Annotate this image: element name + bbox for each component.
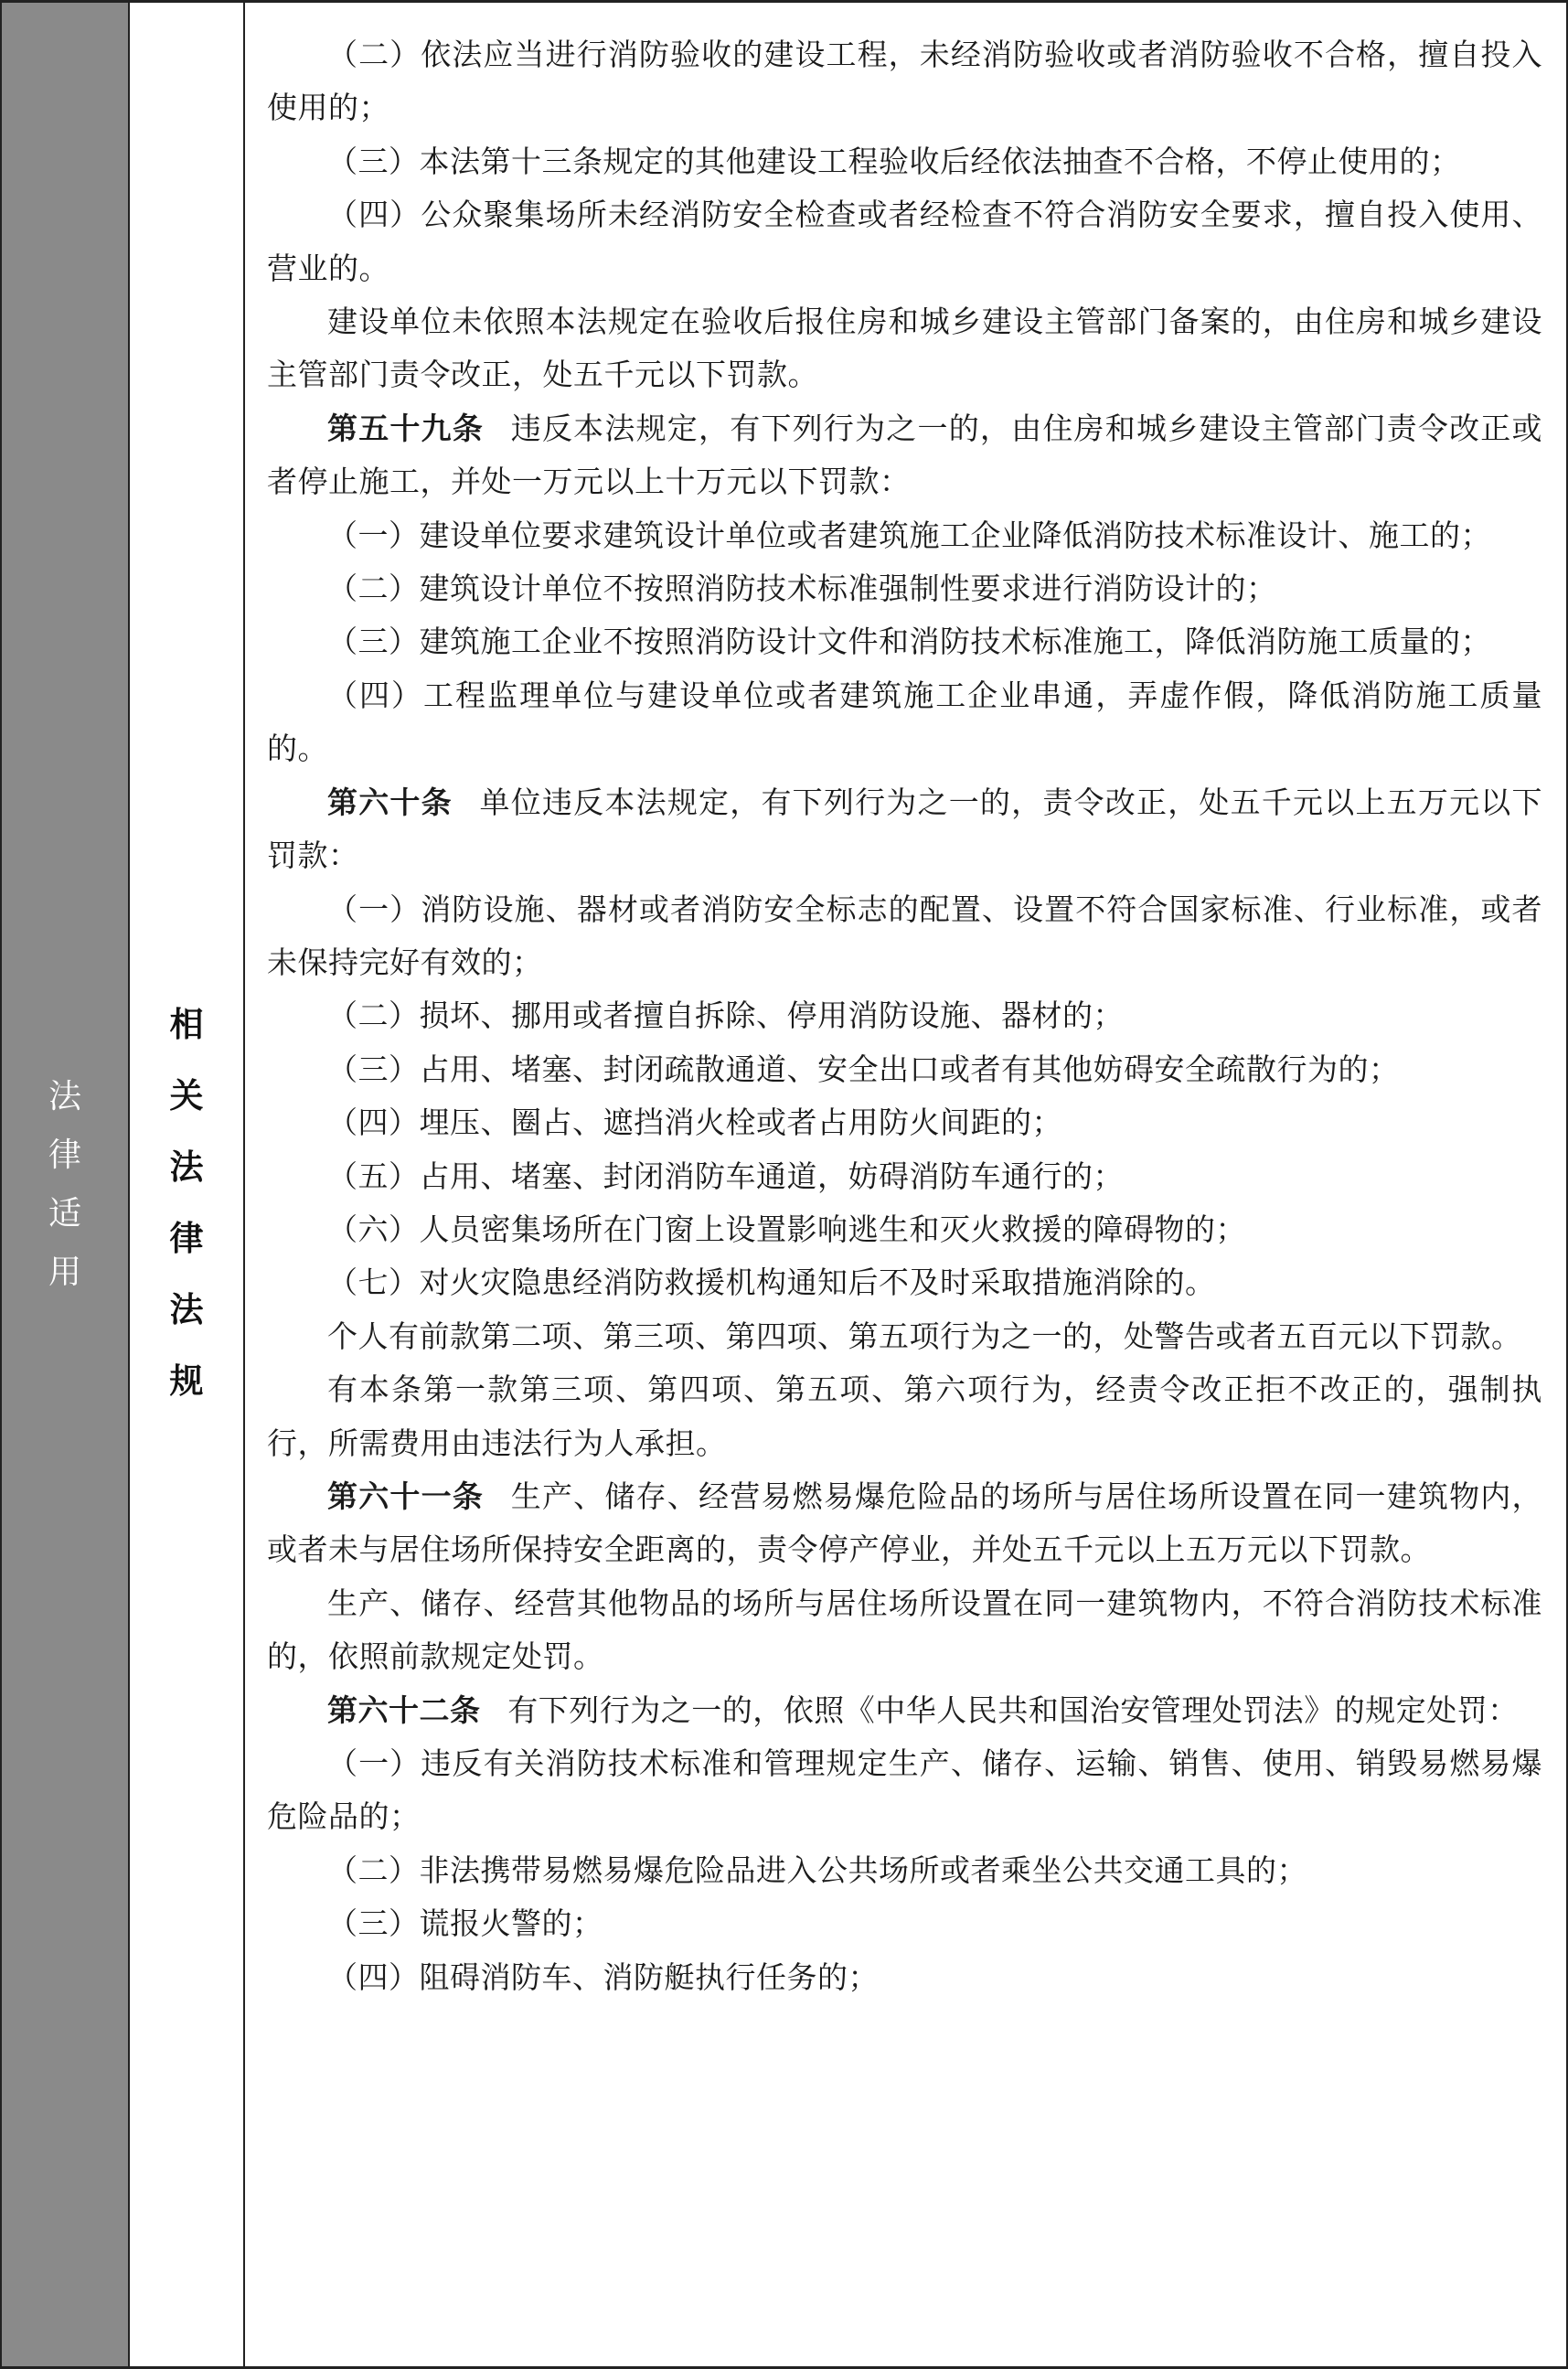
paragraph-text: 生产、储存、经营易燃易爆危险品的场所与居住场所设置在同一建筑物内，或者未与居住场所保持安全距离的，责令停产停业，并处五千元以上五万元以下罚款。 [267,1478,1543,1568]
paragraph [267,135,1542,188]
subcategory-char: 规 [169,1361,204,1401]
paragraph [267,28,1542,135]
paragraph [267,1577,1542,1684]
paragraph [267,1951,1542,2004]
paragraph [267,1844,1542,1897]
paragraph [267,883,1542,990]
paragraph [267,615,1542,668]
paragraph [267,1203,1542,1256]
paragraph-text: （二）依法应当进行消防验收的建设工程，未经消防验收或者消防验收不合格，擅自投入使用的； [267,37,1542,126]
paragraph [267,1096,1542,1149]
paragraph-text: 单位违反本法规定，有下列行为之一的，责令改正，处五千元以上五万元以下罚款： [267,784,1543,874]
paragraph [267,1897,1542,1950]
paragraph-text: （二）建筑设计单位不按照消防技术标准强制性要求进行消防设计的； [327,571,1277,607]
paragraph-text: （一）消防设施、器材或者消防安全标志的配置、设置不符合国家标准、行业标准，或者未保持完好有效的； [267,891,1542,980]
paragraph-text: 违反本法规定，有下列行为之一的，由住房和城乡建设主管部门责令改正或者停止施工，并处一万元以上十万元以下罚款： [267,410,1543,500]
paragraph-text: 有本条第一款第三项、第四项、第五项、第六项行为，经责令改正拒不改正的，强制执行，所需费用由违法行为人承担。 [267,1371,1542,1461]
paragraph [267,1256,1542,1309]
paragraph-text: 个人有前款第二项、第三项、第四项、第五项行为之一的，处警告或者五百元以下罚款。 [327,1318,1522,1354]
paragraph-text: （三）本法第十三条规定的其他建设工程验收后经依法抽查不合格，不停止使用的； [327,143,1461,179]
category-char: 用 [48,1253,81,1291]
paragraph [267,989,1542,1042]
paragraph-text: （五）占用、堵塞、封闭消防车通道，妨碍消防车通行的； [327,1158,1124,1194]
article-paragraph [267,402,1542,509]
paragraph-text: （六）人员密集场所在门窗上设置影响逃生和灭火救援的障碍物的； [327,1211,1246,1247]
article-paragraph [267,776,1542,883]
paragraph-text: （一）违反有关消防技术标准和管理规定生产、储存、运输、销售、使用、销毁易燃易爆危险品的； [267,1745,1542,1835]
paragraph-text: 建设单位未依照本法规定在验收后报住房和城乡建设主管部门备案的，由住房和城乡建设主管部门责令改正，处五千元以下罚款。 [267,304,1542,393]
article-paragraph [267,1684,1542,1737]
category-column [2,3,130,2366]
paragraph [267,669,1542,776]
subcategory-char: 相 [169,1004,204,1044]
category-char: 法 [48,1077,81,1115]
article-number: 第五十九条 [327,410,485,446]
subcategory-char: 法 [169,1289,204,1329]
paragraph-text: （三）谎报火警的； [327,1905,603,1942]
paragraph [267,188,1542,295]
subcategory-column [130,3,245,2366]
paragraph [267,1737,1542,1844]
paragraph-text: （一）建设单位要求建筑设计单位或者建筑施工企业降低消防技术标准设计、施工的； [327,517,1491,553]
paragraph-text: （四）公众聚集场所未经消防安全检查或者经检查不符合消防安全要求，擅自投入使用、营业的。 [267,197,1542,286]
paragraph [267,1043,1542,1096]
paragraph-text: （二）非法携带易燃易爆危险品进入公共场所或者乘坐公共交通工具的； [327,1851,1307,1888]
subcategory-char: 律 [169,1218,204,1258]
paragraph-text: （三）建筑施工企业不按照消防设计文件和消防技术标准施工，降低消防施工质量的； [327,624,1491,660]
paragraph-text: （七）对火灾隐患经消防救援机构通知后不及时采取措施消除的。 [327,1265,1216,1301]
paragraph-text: 有下列行为之一的，依照《中华人民共和国治安管理处罚法》的规定处罚： [507,1691,1519,1728]
article-number: 第六十一条 [327,1478,485,1514]
category-char: 适 [48,1194,81,1233]
paragraph-text: （三）占用、堵塞、封闭疏散通道、安全出口或者有其他妨碍安全疏散行为的； [327,1051,1400,1087]
paragraph-text: （四）阻碍消防车、消防艇执行任务的； [327,1958,879,1995]
content-column [247,3,1566,2366]
paragraph [267,1150,1542,1203]
article-paragraph [267,1470,1542,1577]
paragraph-text: （二）损坏、挪用或者擅自拆除、停用消防设施、器材的； [327,998,1124,1034]
paragraph [267,1310,1542,1363]
paragraph [267,1363,1542,1470]
paragraph-text: （四）埋压、圈占、遮挡消火栓或者占用防火间距的； [327,1104,1062,1141]
article-number: 第六十二条 [327,1691,481,1728]
subcategory-char: 关 [169,1075,204,1115]
paragraph-text: （四）工程监理单位与建设单位或者建筑施工企业串通，弄虚作假，降低消防施工质量的。 [267,677,1542,767]
subcategory-char: 法 [169,1147,204,1187]
paragraph [267,509,1542,562]
paragraph-text: 生产、储存、经营其他物品的场所与居住场所设置在同一建筑物内，不符合消防技术标准的，依照前款规定处罚。 [267,1585,1542,1675]
article-number: 第六十条 [327,784,453,820]
category-char: 律 [48,1136,81,1174]
paragraph [267,562,1542,615]
paragraph [267,295,1542,402]
